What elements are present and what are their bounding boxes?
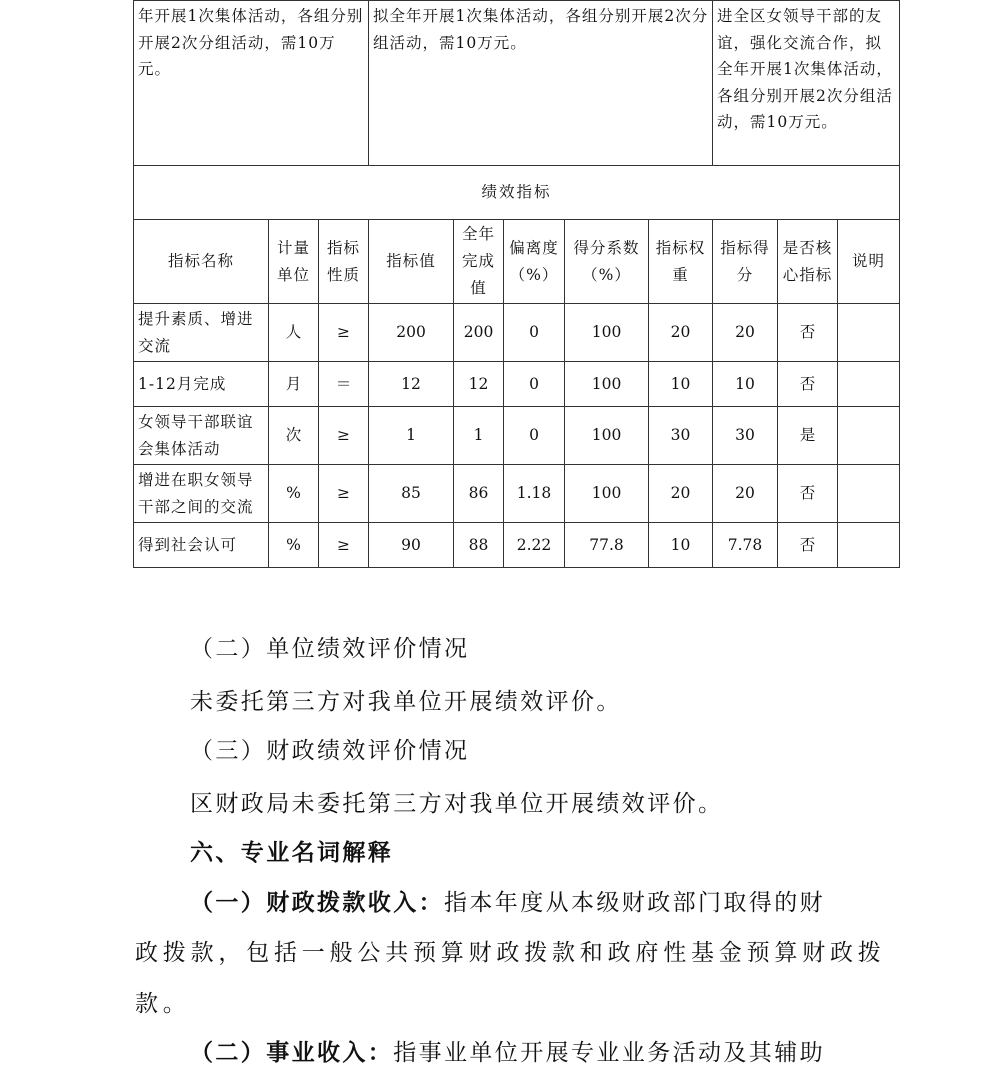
- table-row: [134, 362, 900, 407]
- header-cell: 指标权重: [649, 220, 713, 304]
- section-heading-finance-evaluation: （三）财政绩效评价情况: [190, 738, 470, 764]
- header-cell: 全年完成值: [454, 220, 504, 304]
- core-cell: 否: [778, 362, 838, 407]
- description-cell-1: 年开展1次集体活动，各组分别开展2次分组活动，需10万元。: [134, 1, 369, 166]
- deviation-cell: 0: [504, 362, 565, 407]
- coef-cell: 100: [565, 304, 649, 362]
- nature-cell: ≥: [319, 465, 369, 523]
- score-cell: 30: [713, 407, 778, 465]
- target-cell: 90: [369, 523, 454, 568]
- note-cell: [838, 407, 900, 465]
- indicator-name: 女领导干部联谊会集体活动: [134, 407, 269, 465]
- section-heading-terms: 六、专业名词解释: [190, 839, 394, 866]
- actual-cell: 88: [454, 523, 504, 568]
- coef-cell: 100: [565, 465, 649, 523]
- weight-cell: 10: [649, 523, 713, 568]
- note-cell: [838, 304, 900, 362]
- term-business-income: （二）事业收入：: [190, 1039, 394, 1066]
- indicator-name: 提升素质、增进交流: [134, 304, 269, 362]
- definition-business-income: [190, 1034, 825, 1067]
- core-cell: 否: [778, 523, 838, 568]
- actual-cell: 86: [454, 465, 504, 523]
- table-row: [134, 465, 900, 523]
- nature-cell: ＝: [319, 362, 369, 407]
- header-cell: 指标性质: [319, 220, 369, 304]
- score-cell: 10: [713, 362, 778, 407]
- finance-evaluation-text: 区财政局未委托第三方对我单位开展绩效评价。: [190, 791, 724, 817]
- definition-fiscal-allocation: [190, 884, 825, 917]
- nature-cell: ≥: [319, 304, 369, 362]
- score-cell: 20: [713, 304, 778, 362]
- header-cell: 得分系数（%）: [565, 220, 649, 304]
- coef-cell: 77.8: [565, 523, 649, 568]
- coef-cell: 100: [565, 362, 649, 407]
- actual-cell: 12: [454, 362, 504, 407]
- table-row: [134, 523, 900, 568]
- indicator-name: 1-12月完成: [134, 362, 269, 407]
- definition-text: 指本年度从本级财政部门取得的财: [444, 890, 825, 916]
- deviation-cell: 2.22: [504, 523, 565, 568]
- performance-table: [133, 0, 900, 568]
- target-cell: 85: [369, 465, 454, 523]
- core-cell: 否: [778, 465, 838, 523]
- core-cell: 是: [778, 407, 838, 465]
- definition-text: 指事业单位开展专业业务活动及其辅助: [393, 1040, 826, 1066]
- note-cell: [838, 465, 900, 523]
- deviation-cell: 0: [504, 407, 565, 465]
- header-cell: 指标得分: [713, 220, 778, 304]
- nature-cell: ≥: [319, 523, 369, 568]
- unit-cell: %: [269, 523, 319, 568]
- deviation-cell: 0: [504, 304, 565, 362]
- indicator-name: 得到社会认可: [134, 523, 269, 568]
- header-cell: 计量单位: [269, 220, 319, 304]
- target-cell: 12: [369, 362, 454, 407]
- weight-cell: 20: [649, 304, 713, 362]
- unit-cell: 次: [269, 407, 319, 465]
- header-cell: 指标名称: [134, 220, 269, 304]
- header-cell: 偏离度（%）: [504, 220, 565, 304]
- description-cell-2: 拟全年开展1次集体活动，各组分别开展2次分组活动，需10万元。: [369, 1, 713, 166]
- target-cell: 1: [369, 407, 454, 465]
- section-heading-unit-evaluation: （二）单位绩效评价情况: [190, 636, 470, 662]
- unit-cell: 人: [269, 304, 319, 362]
- core-cell: 否: [778, 304, 838, 362]
- unit-cell: 月: [269, 362, 319, 407]
- header-cell: 是否核心指标: [778, 220, 838, 304]
- table-row: [134, 304, 900, 362]
- weight-cell: 20: [649, 465, 713, 523]
- note-cell: [838, 523, 900, 568]
- actual-cell: 200: [454, 304, 504, 362]
- weight-cell: 10: [649, 362, 713, 407]
- term-fiscal-allocation: （一）财政拨款收入：: [190, 889, 444, 916]
- indicator-name: 增进在职女领导干部之间的交流: [134, 465, 269, 523]
- table-row: [134, 407, 900, 465]
- weight-cell: 30: [649, 407, 713, 465]
- unit-evaluation-text: 未委托第三方对我单位开展绩效评价。: [190, 689, 622, 715]
- header-cell: 指标值: [369, 220, 454, 304]
- table-header-row: [134, 220, 900, 304]
- nature-cell: ≥: [319, 407, 369, 465]
- definition-continuation: 政拨款，包括一般公共预算财政拨款和政府性基金预算财政拨: [135, 940, 886, 966]
- score-cell: 7.78: [713, 523, 778, 568]
- top-description-row: [134, 1, 900, 166]
- performance-section-title: 绩效指标: [134, 166, 900, 220]
- deviation-cell: 1.18: [504, 465, 565, 523]
- note-cell: [838, 362, 900, 407]
- header-cell: 说明: [838, 220, 900, 304]
- actual-cell: 1: [454, 407, 504, 465]
- definition-continuation: 款。: [135, 991, 191, 1017]
- unit-cell: %: [269, 465, 319, 523]
- target-cell: 200: [369, 304, 454, 362]
- description-cell-3: 进全区女领导干部的友谊，强化交流合作，拟全年开展1次集体活动，各组分别开展2次分组活动，需10万元。: [713, 1, 900, 166]
- coef-cell: 100: [565, 407, 649, 465]
- score-cell: 20: [713, 465, 778, 523]
